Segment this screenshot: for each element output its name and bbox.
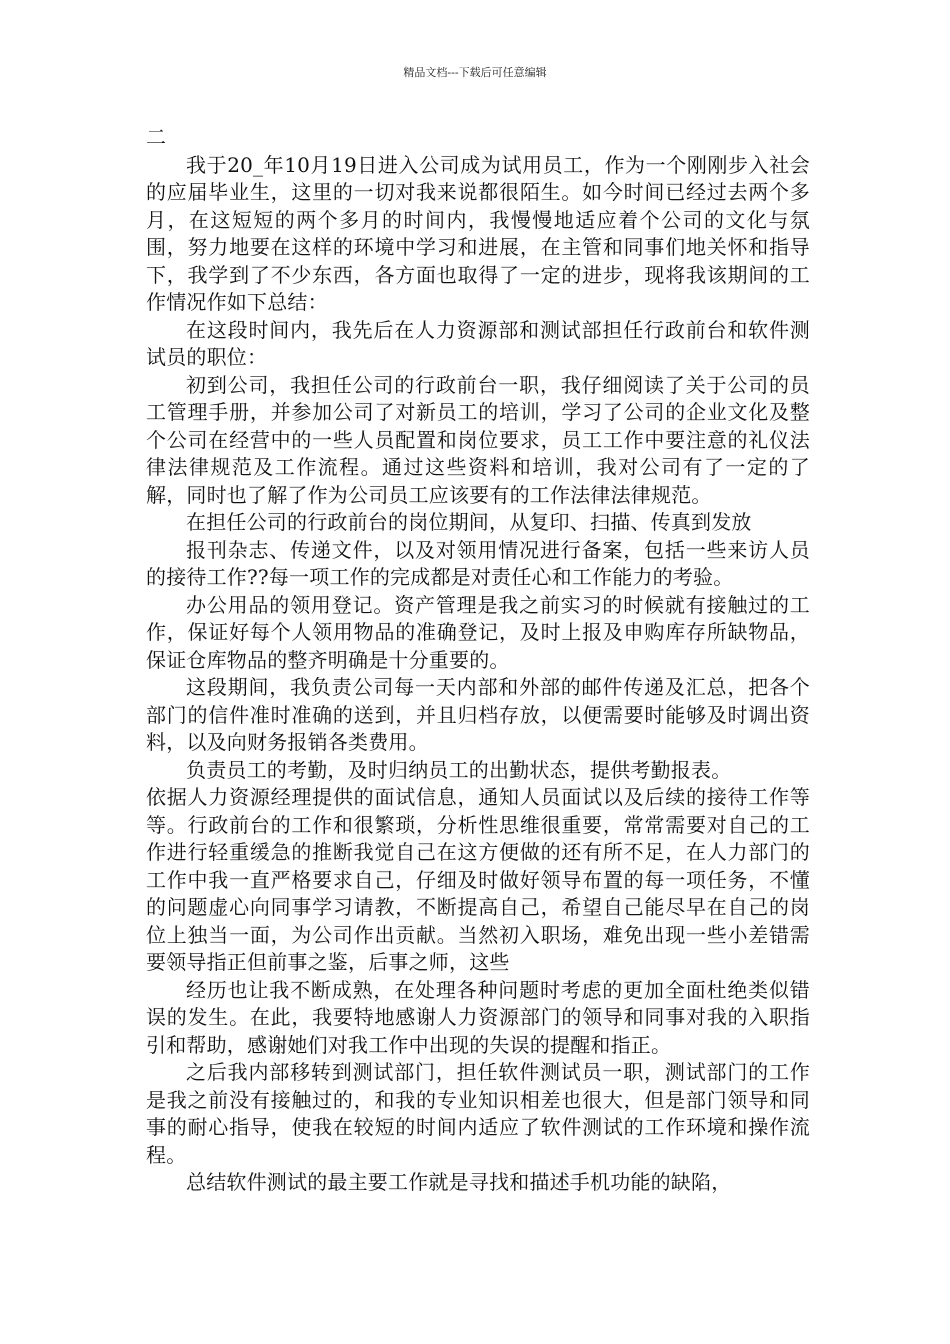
paragraph-office-supplies: 办公用品的领用登记。资产管理是我之前实习的时候就有接触过的工作，保证好每个人领用物品的准确登记，及时上报及申购库存所缺物品，保证仓库物品的整齐明确是十分重要的。: [146, 592, 810, 672]
page-header: 精品文档---下载后可任意编辑: [403, 66, 547, 79]
paragraph-experience: 经历也让我不断成熟，在处理各种问题时考虑的更加全面杜绝类似错误的发生。在此，我要特地感谢人力资源部门的领导和同事对我的入职指引和帮助，感谢她们对我工作中出现的失误的提醒和指正。: [146, 977, 810, 1057]
document-body: [146, 124, 810, 1197]
paragraph-mail: 这段期间，我负责公司每一天内部和外部的邮件传递及汇总，把各个部门的信件准时准确的送到，并且归档存放，以便需要时能够及时调出资料，以及向财务报销各类费用。: [146, 675, 810, 754]
paragraph-positions: 在这段时间内，我先后在人力资源部和测试部担任行政前台和软件测试员的职位：: [146, 317, 810, 369]
paragraph-attendance: 负责员工的考勤，及时归纳员工的出勤状态，提供考勤报表。: [186, 757, 732, 782]
paragraph-testing-transfer: 之后我内部移转到测试部门，担任软件测试员一职，测试部门的工作是我之前没有接触过的，和我的专业知识相差也很大，但是部门领导和同事的耐心指导，使我在较短的时间内适应了软件测试的工作环境和操作流程。: [146, 1060, 810, 1167]
paragraph-testing-summary: 总结软件测试的最主要工作就是寻找和描述手机功能的缺陷，: [186, 1170, 732, 1194]
paragraph-intro: 我于20_年10月19日进入公司成为试用员工，作为一个刚刚步入社会的应届毕业生，这里的一切对我来说都很陌生。如今时间已经过去两个多月，在这短短的两个多月的时间内，我慢慢地适应着个公司的文化与氛围，努力地要在这样的环境中学习和进展，在主管和同事们地关怀和指导下，我学到了不少东西，各方面也取得了一定的进步，现将我该期间的工作情况作如下总结：: [146, 152, 810, 314]
paragraph-front-desk-start: 初到公司，我担任公司的行政前台一职，我仔细阅读了关于公司的员工管理手册，并参加公司了对新员工的培训，学习了公司的企业文化及整个公司在经营中的一些人员配置和岗位要求，员工工作中要注意的礼仪法律法律规范及工作流程。通过这些资料和培训，我对公司有了一定的了解，同时也了解了作为公司员工应该要有的工作法律法律规范。: [146, 372, 810, 507]
paragraph-newspapers: 报刊杂志、传递文件，以及对领用情况进行备案，包括一些来访人员的接待工作??每一项工作的完成都是对责任心和工作能力的考验。: [146, 537, 810, 589]
paragraph-front-desk-duties: 在担任公司的行政前台的岗位期间，从复印、扫描、传真到发放: [186, 510, 752, 534]
section-heading: 二: [146, 125, 167, 149]
paragraph-interviews: 依据人力资源经理提供的面试信息，通知人员面试以及后续的接待工作等等。行政前台的工作和很繁琐，分析性思维很重要，常常需要对自己的工作进行轻重缓急的推断我觉自己在这方便做的还有所不足，在人力部门的工作中我一直严格要求自己，仔细及时做好领导布置的每一项任务，不懂的问题虚心向同事学习请教，不断提高自己，希望自己能尽早在自己的岗位上独当一面，为公司作出贡献。当然初入职场，难免出现一些小差错需要领导指正但前事之鉴，后事之师，这些: [146, 785, 810, 974]
